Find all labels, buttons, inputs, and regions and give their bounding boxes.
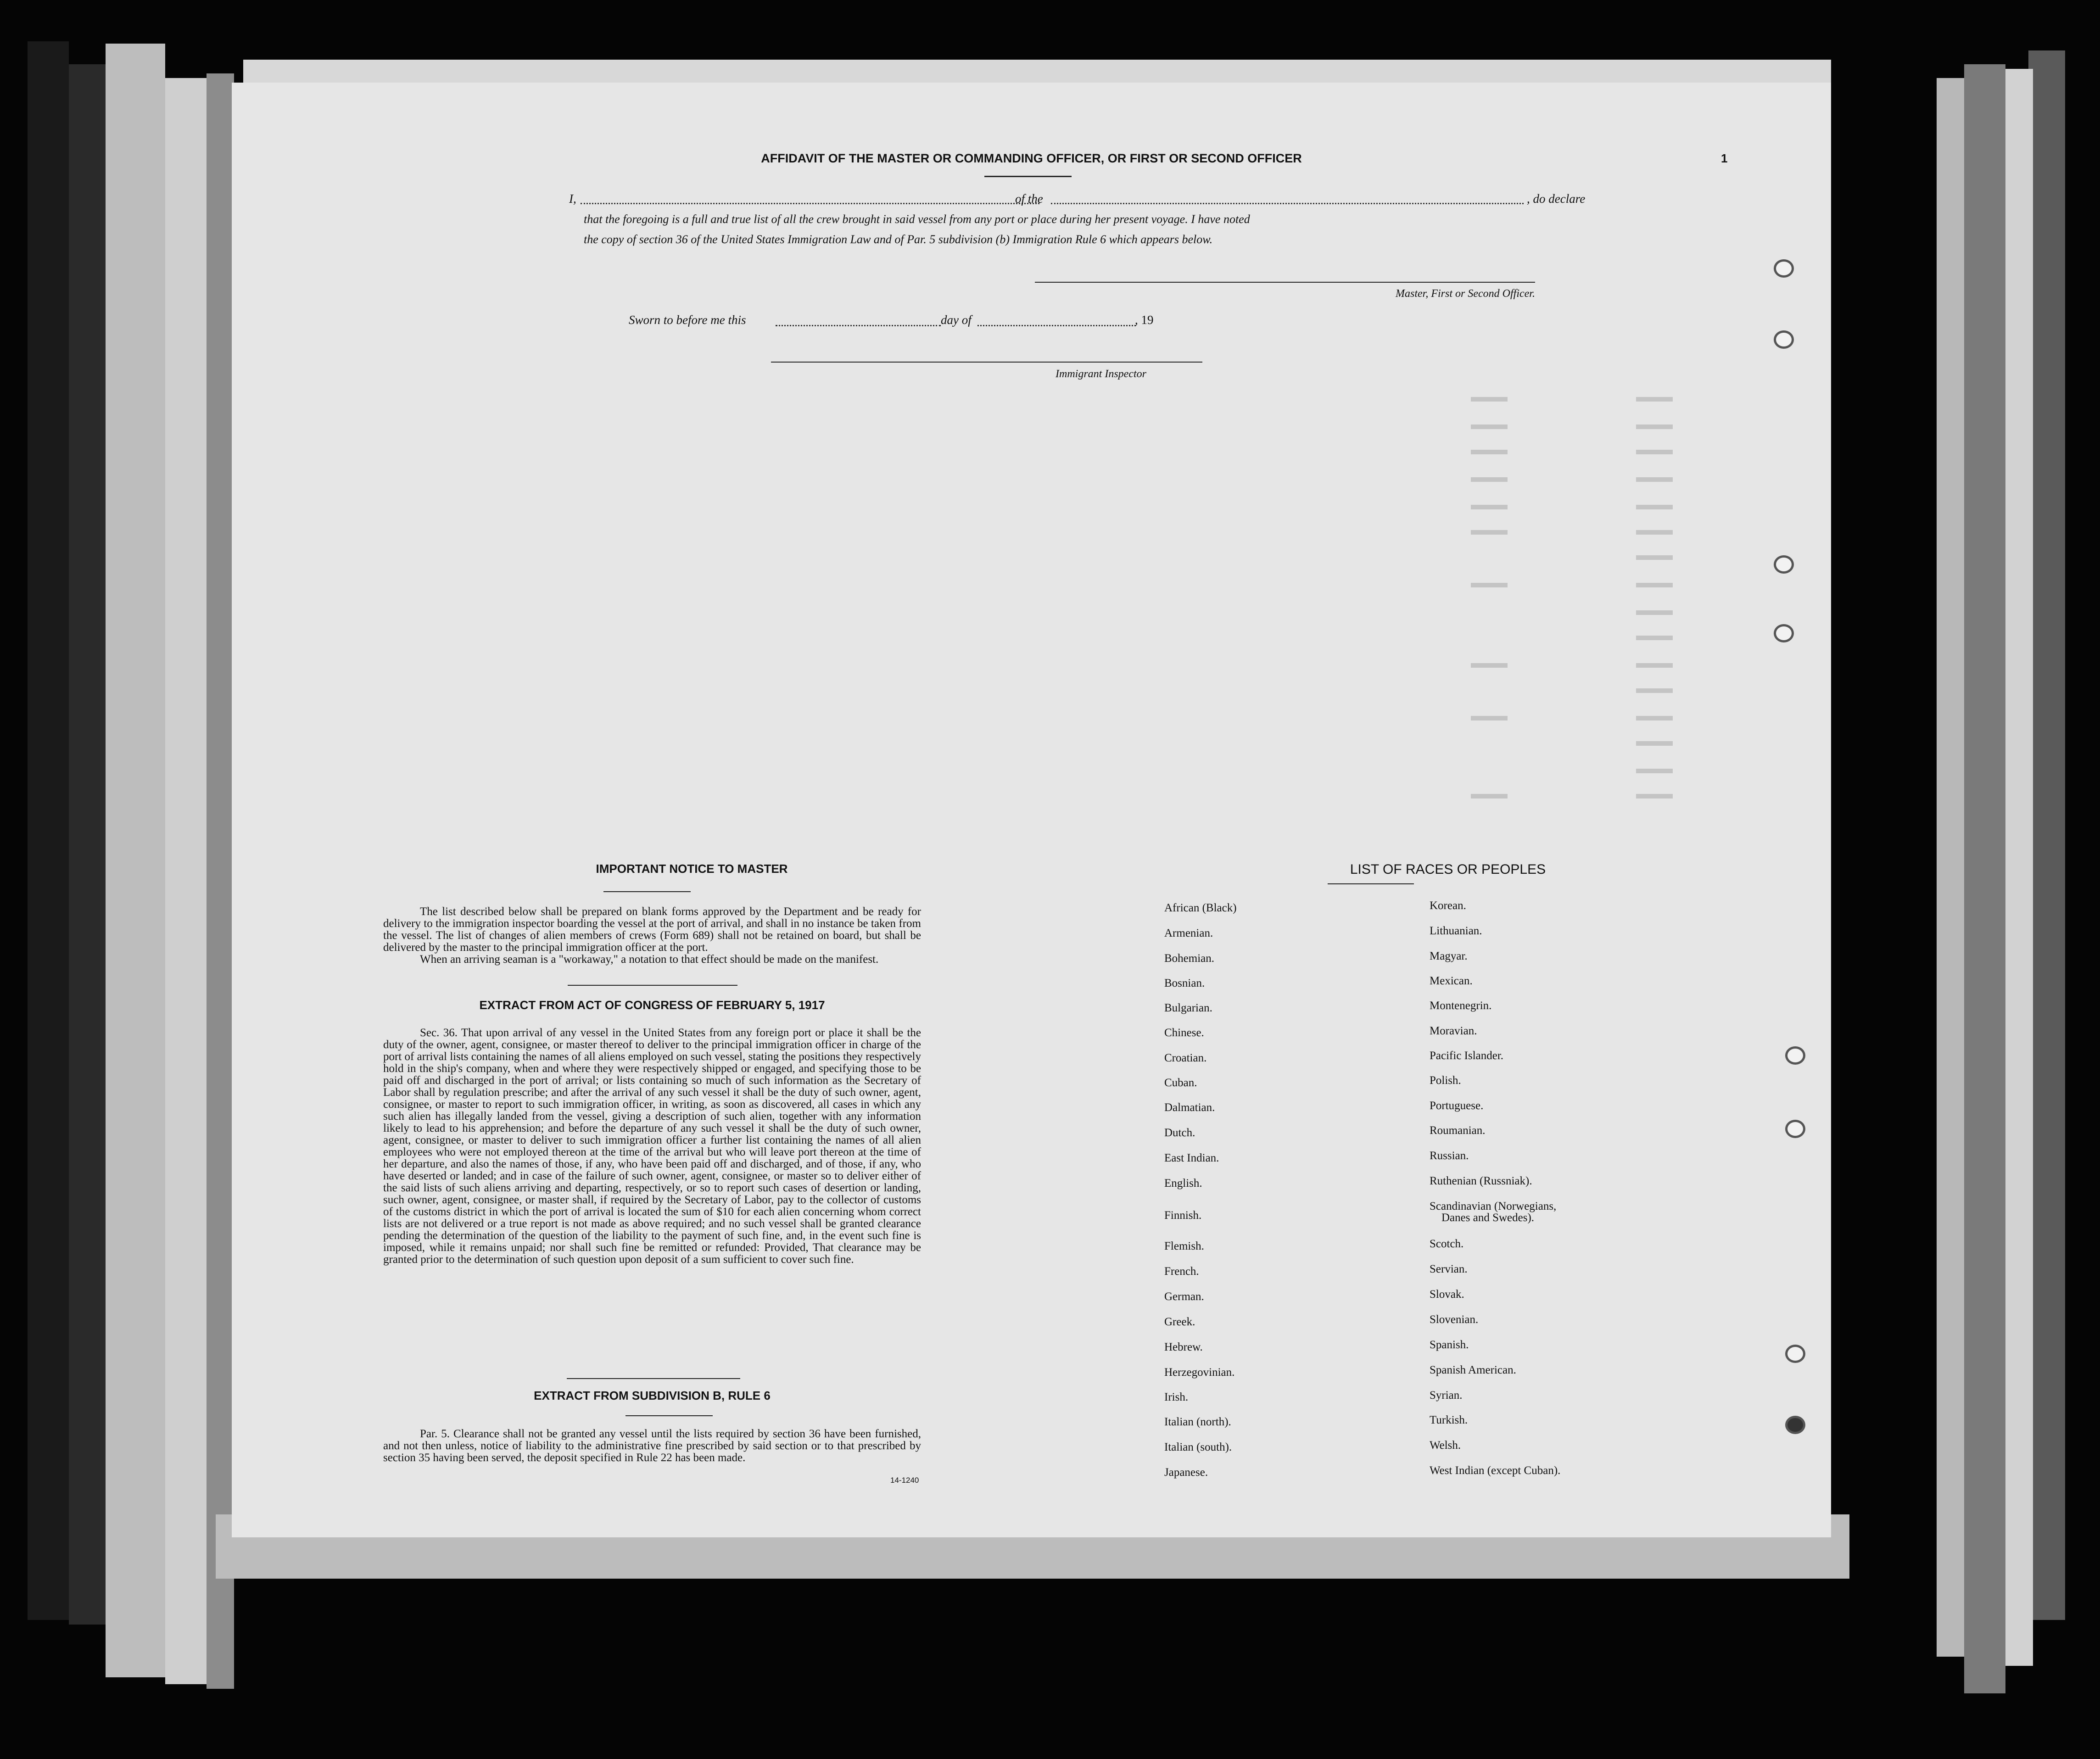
race-item: Ruthenian (Russniak). <box>1430 1175 1532 1187</box>
race-item: Irish. <box>1164 1391 1189 1403</box>
underlying-sheet-left-3 <box>207 73 234 1689</box>
declarant-name-field[interactable] <box>581 203 1039 204</box>
paragraph-5-text: Par. 5. Clearance shall not be granted any vessel until the lists required by section 36 have been furnished, and not then unless, notice of liability to the administrative fine prescribed by said section or to that prescribed by section 35 having been served, the deposit specified in Rule 22 has been made. <box>383 1428 921 1464</box>
sworn-prefix: Sworn to before me this <box>629 313 746 327</box>
sworn-day-of: day of <box>941 313 972 327</box>
race-item: Japanese. <box>1164 1466 1208 1479</box>
race-item: Italian (south). <box>1164 1441 1232 1453</box>
race-item: English. <box>1164 1177 1202 1189</box>
race-item: Bohemian. <box>1164 952 1215 965</box>
race-item: Servian. <box>1430 1263 1468 1275</box>
declarant-prefix: I, <box>569 192 576 206</box>
race-item: Mexican. <box>1430 975 1473 987</box>
race-item: Cuban. <box>1164 1077 1197 1089</box>
race-item: Armenian. <box>1164 927 1213 939</box>
race-item: Lithuanian. <box>1430 925 1482 937</box>
race-item: Italian (north). <box>1164 1416 1231 1428</box>
underlying-sheet-right <box>2001 69 2033 1666</box>
race-item: Dalmatian. <box>1164 1101 1215 1114</box>
notice-workaway-paragraph: When an arriving seaman is a "workaway," a notation to that effect should be made on the manifest. <box>420 953 879 966</box>
race-item: Moravian. <box>1430 1025 1477 1037</box>
punch-hole <box>1774 555 1794 574</box>
punch-hole <box>1774 624 1794 642</box>
race-item: Slovak. <box>1430 1288 1464 1301</box>
extract-rule-title-rule <box>626 1415 713 1416</box>
underlying-sheet-right-3 <box>1937 78 1964 1657</box>
race-item: Finnish. <box>1164 1209 1202 1222</box>
notice-paragraph: The list described below shall be prepared on blank forms approved by the Department and be ready for delivery to the immigration inspector boarding the vessel at the port of arrival, and shall in no instance be taken from the vessel. The list of changes of alien members of crews (Form 689) shall not be retained on board, but shall be delivered by the master to the principal immigration officer at the port. <box>383 905 921 954</box>
film-edge-right <box>2028 50 2065 1620</box>
extract-rule-title: EXTRACT FROM SUBDIVISION B, RULE 6 <box>534 1389 771 1402</box>
race-item-continued: Danes and Swedes). <box>1441 1212 1535 1224</box>
race-item: Montenegrin. <box>1430 1000 1492 1012</box>
race-item: Russian. <box>1430 1150 1469 1162</box>
race-item: Flemish. <box>1164 1240 1204 1252</box>
race-item: African (Black) <box>1164 902 1237 914</box>
race-item: Scotch. <box>1430 1238 1464 1250</box>
race-item: Bulgarian. <box>1164 1002 1212 1014</box>
race-item: West Indian (except Cuban). <box>1430 1464 1561 1477</box>
race-item: Turkish. <box>1430 1414 1468 1426</box>
race-item: Spanish. <box>1430 1339 1469 1351</box>
race-item: Scandinavian (Norwegians, <box>1430 1200 1557 1212</box>
races-title-rule <box>1328 883 1414 884</box>
punch-hole <box>1785 1416 1805 1434</box>
section-36-text: Sec. 36. That upon arrival of any vessel in the United States from any foreign port or place it shall be the duty of the owner, agent, consignee, or master thereof to deliver to the principal immigration officer in charge of the port of arrival lists containing the names of all aliens employed on such vessel, stating the positions they respectively hold in the ship's company, when and where they were respectively shipped or engaged, and specifying those to be paid off and discharged in the port of arrival; or lists containing so much of such information as the Secretary of Labor shall by regulation prescribe; and after the arrival of any such vessel it shall be the duty of such owner, agent, consignee, or master to report to such immigration officer, in writing, as soon as discovered, all cases in which any such alien has illegally landed from the vessel, giving a description of such alien, together with any information likely to lead to his apprehension; and before the departure of any such vessel it shall be the duty of such owner, agent, consignee, or master to deliver to such immigration officer a further list containing the names of all alien employees who were not employed thereon at the time of the arrival but who will leave port thereon at the time of her departure, and also the names of those, if any, who have been paid off and discharged, and of those, if any, who have deserted or landed; and in case of the failure of such owner, agent, consignee, or master so to deliver either of the said lists of such aliens arriving and departing, respectively, or so to report such cases of desertion or landing, such owner, agent, consignee, or master shall, if required by the Secretary of Labor, pay to the collector of customs of the customs district in which the port of arrival is located the sum of $10 for each alien concerning whom correct lists are not delivered or a true report is not made as above required; and no such vessel shall be granted clearance pending the determination of the question of the liability to the payment of such fine, and, in the event such fine is imposed, while it remains unpaid; nor shall such fine be remitted or refunded: Provided, That clearance may be granted prior to the determination of such question upon deposit of a sum sufficient to cover such fine. <box>383 1027 921 1266</box>
race-item: Slovenian. <box>1430 1313 1479 1326</box>
declare-suffix: , do declare <box>1527 192 1586 206</box>
title-underline <box>984 176 1072 177</box>
film-edge-left-inner <box>69 64 106 1625</box>
race-item: Syrian. <box>1430 1389 1463 1402</box>
inspector-signature-line[interactable] <box>771 362 1202 363</box>
notice-title: IMPORTANT NOTICE TO MASTER <box>596 862 788 876</box>
race-item: Spanish American. <box>1430 1364 1516 1376</box>
race-item: East Indian. <box>1164 1152 1219 1164</box>
page-number: 1 <box>1721 151 1728 165</box>
form-number: 14-1240 <box>890 1476 919 1485</box>
race-item: Greek. <box>1164 1316 1195 1328</box>
vessel-prefix: of the <box>1015 192 1043 206</box>
affidavit-text-line2: that the foregoing is a full and true list of all the crew brought in said vessel from any port or place during her present voyage. I have noted <box>584 212 1250 226</box>
master-signature-line[interactable] <box>1035 282 1535 283</box>
race-item: Chinese. <box>1164 1027 1204 1039</box>
punch-hole <box>1774 259 1794 278</box>
sworn-year-prefix: , 19 <box>1135 313 1154 327</box>
race-item: German. <box>1164 1290 1204 1303</box>
inspector-label: Immigrant Inspector <box>1056 368 1146 380</box>
affidavit-title: AFFIDAVIT OF THE MASTER OR COMMANDING OFFICER, OR FIRST OR SECOND OFFICER <box>761 151 1302 165</box>
race-item: Korean. <box>1430 899 1466 912</box>
master-signature-label: Master, First or Second Officer. <box>1396 288 1535 300</box>
race-item: French. <box>1164 1265 1199 1278</box>
punch-hole <box>1785 1046 1805 1065</box>
race-item: Roumanian. <box>1430 1124 1486 1137</box>
race-item: Herzegovinian. <box>1164 1366 1235 1379</box>
races-title: LIST OF RACES OR PEOPLES <box>1350 862 1546 877</box>
race-item: Magyar. <box>1430 950 1468 962</box>
race-item: Dutch. <box>1164 1127 1195 1139</box>
affidavit-text-line3: the copy of section 36 of the United States Immigration Law and of Par. 5 subdivision (b) Immigration Rule 6 which appears below. <box>584 233 1213 246</box>
race-item: Welsh. <box>1430 1439 1461 1452</box>
extract-act-title: EXTRACT FROM ACT OF CONGRESS OF FEBRUARY 5, 1917 <box>479 998 825 1012</box>
punch-hole <box>1785 1120 1805 1138</box>
underlying-sheet-left-2 <box>165 78 207 1684</box>
underlying-sheet-right-2 <box>1964 64 2005 1693</box>
document-page <box>232 83 1831 1537</box>
punch-hole <box>1785 1345 1805 1363</box>
vessel-name-field[interactable] <box>1051 203 1524 204</box>
race-item: Croatian. <box>1164 1052 1207 1064</box>
sworn-day-field[interactable] <box>776 325 941 326</box>
section-divider <box>568 985 737 986</box>
underlying-sheet-left <box>106 44 165 1677</box>
sworn-month-field[interactable] <box>977 325 1136 326</box>
race-item: Polish. <box>1430 1074 1461 1087</box>
notice-title-rule <box>603 891 691 892</box>
race-item: Bosnian. <box>1164 977 1205 989</box>
film-edge-left <box>28 41 69 1620</box>
race-item: Pacific Islander. <box>1430 1050 1504 1062</box>
punch-hole <box>1774 330 1794 349</box>
section-divider <box>567 1378 740 1379</box>
race-item: Portuguese. <box>1430 1100 1484 1112</box>
race-item: Hebrew. <box>1164 1341 1203 1353</box>
